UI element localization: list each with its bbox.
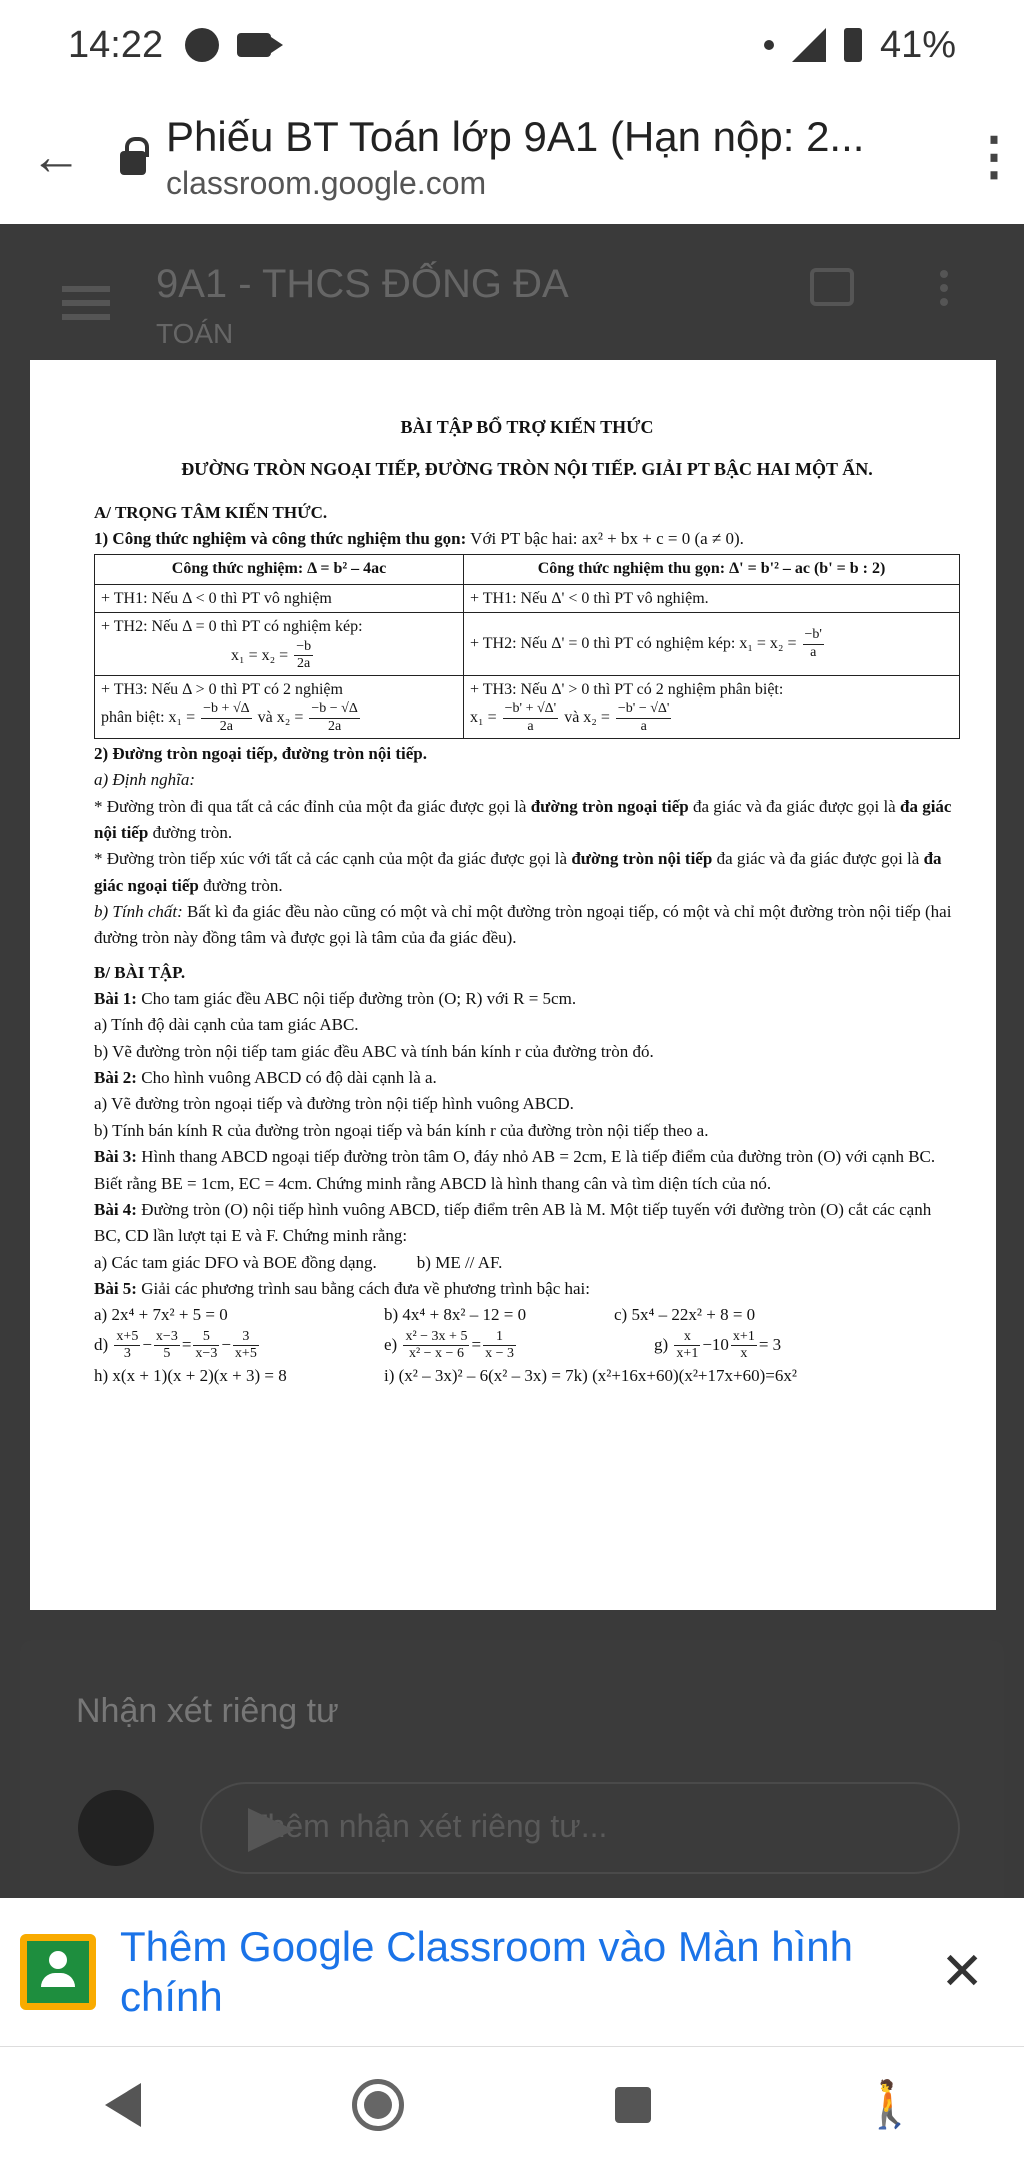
- definition-2: * Đường tròn tiếp xúc với tất cả các cạnh của một đa giác được gọi là đường tròn nội tiếp đa giác và đa giác được gọi là đa giác ngoại tiếp đường tròn.: [94, 849, 942, 895]
- more-options-icon[interactable]: ⋮: [968, 128, 1020, 186]
- add-to-home-text[interactable]: Thêm Google Classroom vào Màn hình chính: [120, 1922, 854, 2020]
- lock-icon[interactable]: [120, 151, 146, 175]
- browser-toolbar: [0, 90, 1024, 224]
- doc-title: BÀI TẬP BỔ TRỢ KIẾN THỨC: [400, 417, 654, 437]
- section-a-heading: A/ TRỌNG TÂM KIẾN THỨC.: [94, 502, 328, 522]
- formula-table: [94, 554, 960, 739]
- private-comment-panel: [20, 1640, 1004, 1900]
- equation-row-3: h) x(x + 1)(x + 2)(x + 3) = 8 i) (x² – 3x)² – 6(x² – 3x) = 7k) (x²+16x+60)(x²+17x+60)=6x²: [94, 1366, 797, 1386]
- class-subject: TOÁN: [156, 318, 234, 349]
- notification-dot-icon: [764, 40, 774, 50]
- close-icon[interactable]: ✕: [940, 1943, 984, 2001]
- print-icon[interactable]: [810, 268, 854, 306]
- battery-level: 41%: [879, 23, 956, 66]
- back-arrow-icon[interactable]: ←: [30, 128, 82, 186]
- exercise-1a: a) Tính độ dài cạnh của tam giác ABC.: [94, 1015, 359, 1035]
- property-text: b) Tính chất: Bất kì đa giác đều nào cũng có một và chỉ một đường tròn ngoại tiếp, có một và chỉ một đường tròn nội tiếp (hai đường tròn này đồng tâm và được gọi là tâm của đa giác đều).: [94, 902, 952, 948]
- table-header: Công thức nghiệm: Δ = b² – 4ac: [95, 555, 464, 585]
- google-classroom-logo-icon: [20, 1934, 96, 2010]
- doc-subtitle: ĐƯỜNG TRÒN NGOẠI TIẾP, ĐƯỜNG TRÒN NỘI TIẾP. GIẢI PT BẬC HAI MỘT ẨN.: [181, 458, 873, 479]
- table-cell: + TH2: Nếu Δ' = 0 thì PT có nghiệm kép: x₁ = x₂ = $\frac{-b'}{a}$: [464, 613, 960, 676]
- classroom-header: [0, 224, 1024, 364]
- definition-1: * Đường tròn đi qua tất cả các đỉnh của một đa giác được gọi là đường tròn ngoại tiếp đa giác và đa giác được gọi là đa giác nội tiếp đường tròn.: [94, 796, 952, 843]
- nav-back-icon[interactable]: [105, 2083, 141, 2127]
- definition-label: a) Định nghĩa:: [94, 770, 196, 790]
- equation-row-1: a) 2x⁴ + 7x² + 5 = 0 b) 4x⁴ + 8x² – 12 = 0 c) 5x⁴ – 22x² + 8 = 0: [94, 1305, 756, 1325]
- accessibility-icon[interactable]: 🚶: [861, 2078, 919, 2130]
- private-comment-placeholder: Thêm nhận xét riêng tư...: [248, 1808, 608, 1844]
- exercise-3: Bài 3: Hình thang ABCD ngoại tiếp đường tròn tâm O, đáy nhỏ AB = 2cm, E là tiếp điểm của đường tròn (O) với cạnh BC. Biết rằng BE = 1cm, EC = 4cm. Chứng minh rằng ABCD là hình thang cân và tìm diện tích của nó.: [94, 1147, 936, 1193]
- status-bar: [0, 0, 1024, 90]
- formula-intro: 1) Công thức nghiệm và công thức nghiệm thu gọn: Với PT bậc hai: ax² + bx + c = 0 (a ≠ 0).: [94, 529, 744, 549]
- table-cell: + TH3: Nếu Δ > 0 thì PT có 2 nghiệm phân biệt: x₁ = $\frac{-b + √\Delta}{2a}$ và x₂ = $\frac{-b - √\Delta}{2a}$: [95, 676, 464, 739]
- subsection-heading: 2) Đường tròn ngoại tiếp, đường tròn nội tiếp.: [94, 744, 427, 764]
- exercise-4-parts: a) Các tam giác DFO và BOE đồng dạng. b) ME // AF.: [94, 1252, 503, 1272]
- exercise-2b: b) Tính bán kính R của đường tròn ngoại tiếp và bán kính r của đường tròn nội tiếp theo a.: [94, 1120, 709, 1140]
- overflow-menu-icon[interactable]: [940, 270, 948, 278]
- section-b-heading: B/ BÀI TẬP.: [94, 962, 186, 982]
- exercise-2: Bài 2: Cho hình vuông ABCD có độ dài cạnh là a.: [94, 1068, 437, 1088]
- avatar: [78, 1790, 154, 1866]
- page-title: Phiếu BT Toán lớp 9A1 (Hạn nộp: 2...: [166, 112, 865, 160]
- class-name: 9A1 - THCS ĐỐNG ĐA: [156, 262, 569, 306]
- exercise-5: Bài 5: Giải các phương trình sau bằng cách đưa về phương trình bậc hai:: [94, 1278, 590, 1298]
- page-host: classroom.google.com: [166, 164, 487, 201]
- exercise-2a: a) Vẽ đường tròn ngoại tiếp và đường tròn nội tiếp hình vuông ABCD.: [94, 1094, 574, 1114]
- table-cell: + TH3: Nếu Δ' > 0 thì PT có 2 nghiệm phân biệt: x₁ = $\frac{-b' + √\Delta'}{a}$ và x₂ = $\frac{-b' - √\Delta'}{a}$: [464, 676, 960, 739]
- page-title-block[interactable]: [166, 113, 964, 202]
- messenger-icon: [185, 28, 219, 62]
- send-icon[interactable]: [248, 1808, 294, 1852]
- table-cell: + TH2: Nếu Δ = 0 thì PT có nghiệm kép: x₁ = x₂ = $\frac{-b}{2a}$: [95, 613, 464, 676]
- private-comment-label: Nhận xét riêng tư: [76, 1692, 339, 1730]
- add-to-home-banner[interactable]: [0, 1898, 1024, 2046]
- battery-icon: [844, 28, 862, 62]
- video-call-icon: [237, 33, 271, 57]
- exercise-1: Bài 1: Cho tam giác đều ABC nội tiếp đường tròn (O; R) với R = 5cm.: [94, 989, 577, 1009]
- exercise-4: Bài 4: Đường tròn (O) nội tiếp hình vuông ABCD, tiếp điểm trên AB là M. Một tiếp tuyến với đường tròn (O) cắt các cạnh BC, CD lần lượt tại E và F. Chứng minh rằng:: [94, 1199, 932, 1246]
- exercise-1b: b) Vẽ đường tròn nội tiếp tam giác đều ABC và tính bán kính r của đường tròn đó.: [94, 1041, 654, 1061]
- private-comment-input[interactable]: [200, 1782, 960, 1874]
- equation-row-2: d) $\frac{x+5}{3}$ − $\frac{x-3}{5}$ = $\frac{5}{x-3}$ − $\frac{3}{x+5}$ e) $\frac{\text{x² − 3x + 5}}{\text{x² − x − 6}}$ = $\frac{1}{x - 3}$ g) $\frac{x}{x+1}$ −10 $\frac{x+1}{x}$ = 3: [94, 1328, 782, 1362]
- table-header: Công thức nghiệm thu gọn: Δ' = b'² – ac (b' = b : 2): [464, 555, 960, 585]
- hamburger-menu-icon[interactable]: [62, 286, 110, 292]
- nav-recents-icon[interactable]: [615, 2087, 651, 2123]
- status-time: 14:22: [68, 23, 164, 66]
- table-cell: + TH1: Nếu Δ < 0 thì PT vô nghiệm: [95, 585, 464, 613]
- table-cell: + TH1: Nếu Δ' < 0 thì PT vô nghiệm.: [464, 585, 960, 613]
- navigation-bar: [0, 2046, 1024, 2162]
- document-preview[interactable]: [30, 360, 996, 1610]
- nav-home-icon[interactable]: [352, 2079, 404, 2131]
- signal-icon: [792, 28, 826, 62]
